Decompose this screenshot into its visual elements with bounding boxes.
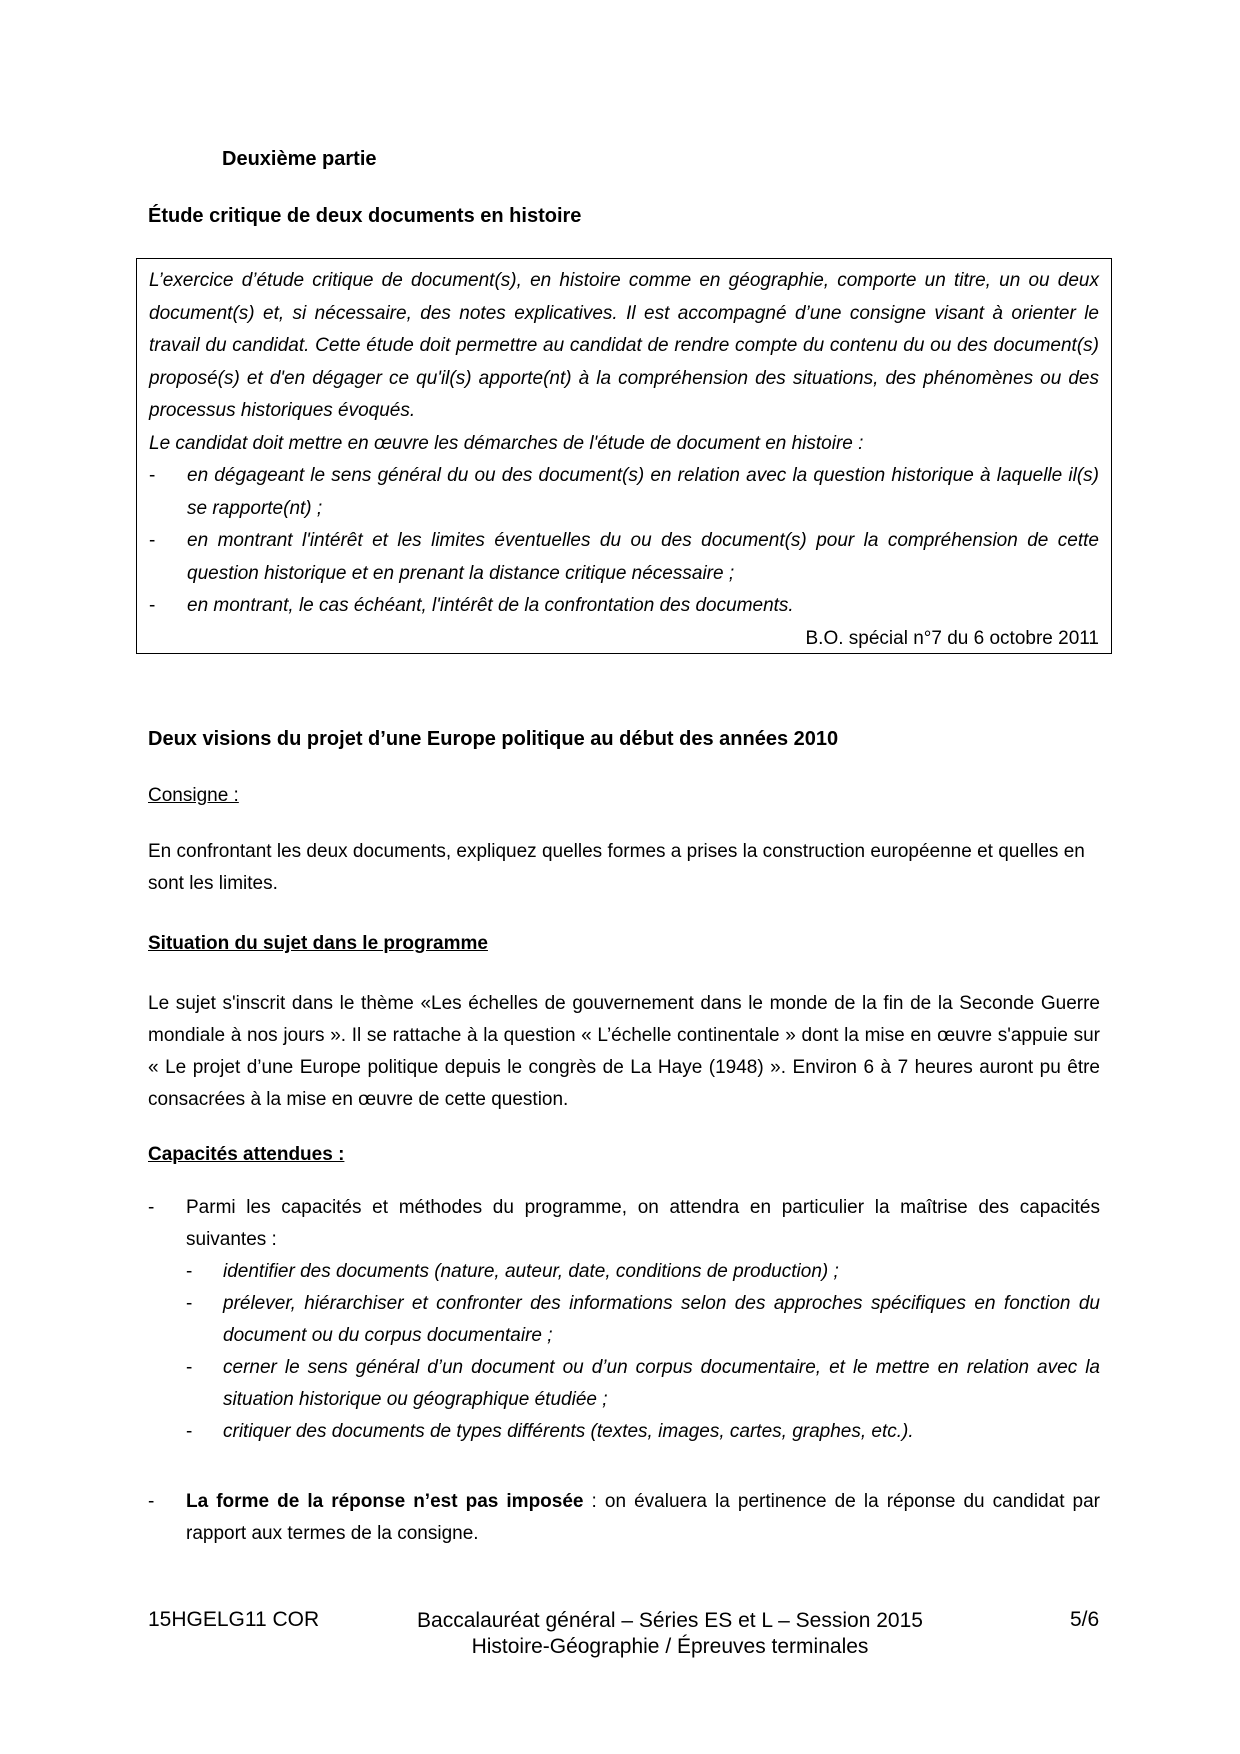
instructions-item-text: en dégageant le sens général du ou des document(s) en relation avec la question historique à laquelle il(s) se rapporte(nt) ; [187, 465, 1099, 519]
instructions-box [136, 258, 1112, 654]
capacites-title: Capacités attendues : [148, 1144, 345, 1165]
forme-reponse-body [186, 1486, 1100, 1550]
dash-marker: - [186, 1293, 193, 1314]
instructions-item [149, 460, 1099, 525]
footer-line-2: Histoire-Géographie / Épreuves terminales [471, 1635, 869, 1658]
capacites-list [148, 1192, 1100, 1448]
instructions-item-text: en montrant, le cas échéant, l'intérêt de la confrontation des documents. [187, 595, 794, 616]
capacite-item-text: critiquer des documents de types différents (textes, images, cartes, graphes, etc.). [223, 1421, 914, 1442]
capacite-item [186, 1256, 1100, 1288]
capacite-item [186, 1288, 1100, 1352]
dash-marker: - [186, 1421, 193, 1442]
capacite-item-text: identifier des documents (nature, auteur, date, conditions de production) ; [223, 1261, 839, 1282]
footer-line-1: Baccalauréat général – Séries ES et L – Session 2015 [417, 1609, 923, 1632]
bo-source: B.O. spécial n°7 du 6 octobre 2011 [805, 627, 1099, 649]
part-title: Deuxième partie [222, 148, 377, 170]
subject-title: Deux visions du projet d’une Europe politique au début des années 2010 [148, 728, 839, 750]
instructions-paragraph-1: L’exercice d’étude critique de document(s), en histoire comme en géographie, comporte un titre, un ou deux document(s) et, si nécessaire, des notes explicatives. Il est accompagné d’une consigne visant à orienter le travail du candidat. Cette étude doit permettre au candidat de rendre compte du contenu du ou des document(s) proposé(s) et d'en dégager ce qu'il(s) apporte(nt) à la compréhension des situations, des phénomènes ou des processus historiques évoqués. [149, 270, 1099, 421]
forme-reponse-text: : on évaluera la pertinence de la réponse du candidat par rapport aux termes de la consigne. [186, 1491, 1100, 1544]
capacite-item [186, 1352, 1100, 1416]
forme-reponse-bold: La forme de la réponse n’est pas imposée [186, 1491, 584, 1512]
capacites-intro: Parmi les capacités et méthodes du programme, on attendra en particulier la maîtrise des capacités suivantes : [186, 1197, 1100, 1250]
dash-marker: - [149, 465, 156, 486]
footer-center [370, 1608, 970, 1660]
section-title: Étude critique de deux documents en histoire [148, 205, 582, 227]
forme-reponse-item [148, 1486, 1100, 1550]
capacite-item-text: cerner le sens général d’un document ou d’un corpus documentaire, et le mettre en relation avec la situation historique ou géographique étudiée ; [223, 1357, 1100, 1410]
situation-title: Situation du sujet dans le programme [148, 933, 488, 954]
footer-code: 15HGELG11 COR [148, 1608, 320, 1631]
instructions-item-text: en montrant l'intérêt et les limites éventuelles du ou des document(s) pour la compréhension de cette question historique et en prenant la distance critique nécessaire ; [187, 530, 1099, 584]
instructions-paragraph-2: Le candidat doit mettre en œuvre les démarches de l'étude de document en histoire : [149, 432, 864, 454]
instructions-item [149, 590, 1099, 623]
instructions-item [149, 525, 1099, 590]
dash-marker: - [148, 1491, 155, 1512]
dash-marker: - [149, 530, 156, 551]
consigne-text: En confrontant les deux documents, expliquez quelles formes a prises la construction européenne et quelles en sont les limites. [148, 841, 1085, 894]
consigne-label: Consigne : [148, 785, 239, 806]
footer-page-number: 5/6 [1070, 1608, 1100, 1631]
situation-text: Le sujet s'inscrit dans le thème «Les échelles de gouvernement dans le monde de la fin de la Seconde Guerre mondiale à nos jours ». Il se rattache à la question « L’échelle continentale » dont la mise en œuvre s'appuie sur « Le projet d’une Europe politique depuis le congrès de La Haye (1948) ». Environ 6 à 7 heures auront pu être consacrées à la mise en œuvre de cette question. [148, 993, 1100, 1110]
capacites-body [186, 1192, 1100, 1448]
capacite-item [186, 1416, 1100, 1448]
dash-marker: - [149, 595, 156, 616]
capacite-item-text: prélever, hiérarchiser et confronter des informations selon des approches spécifiques en fonction du document ou du corpus documentaire ; [223, 1293, 1100, 1346]
dash-marker: - [148, 1197, 155, 1218]
dash-marker: - [186, 1357, 193, 1378]
dash-marker: - [186, 1261, 193, 1282]
